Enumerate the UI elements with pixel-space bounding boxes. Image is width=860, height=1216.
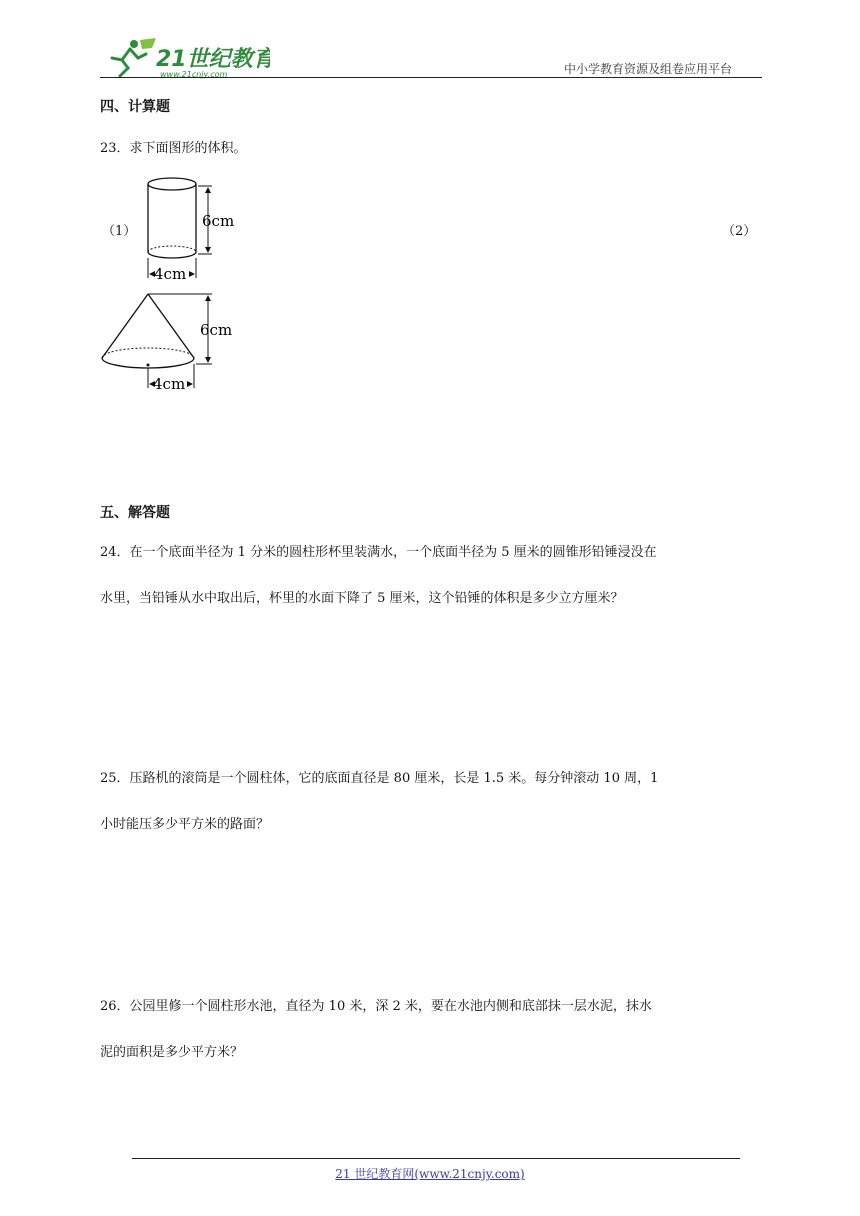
footer-divider (132, 1158, 740, 1159)
cone-radius-label: 4cm (153, 375, 186, 393)
cylinder-diameter-label: 4cm (154, 265, 187, 283)
question-24-line-2: 水里，当铅锤从水中取出后，杯里的水面下降了 5 厘米，这个铅锤的体积是多少立方厘米？ (100, 591, 624, 606)
logo-text: 21世纪教育 (156, 47, 270, 72)
runner-icon (112, 38, 156, 76)
question-25-line-1: 25．压路机的滚筒是一个圆柱体，它的底面直径是 80 厘米，长是 1.5 米。每分钟滚动 10 周，1 (100, 771, 659, 786)
question-24 (100, 530, 760, 622)
header-divider (100, 77, 762, 78)
q23-label-2: （2） (722, 224, 757, 239)
cylinder-figure (140, 174, 250, 288)
header-platform-text: 中小学教育资源及组卷应用平台 (563, 62, 732, 76)
header-logo (100, 36, 270, 80)
question-26 (100, 984, 760, 1076)
question-23-text: 23．求下面图形的体积。 (100, 141, 247, 156)
footer-link[interactable]: 21 世纪教育网(www.21cnjy.com) (335, 1167, 525, 1181)
cylinder-height-label: 6cm (202, 212, 235, 230)
question-26-line-1: 26．公园里修一个圆柱形水池，直径为 10 米，深 2 米，要在水池内侧和底部抹一层水泥，抹水 (100, 999, 652, 1014)
cone-height-label: 6cm (200, 321, 233, 339)
section-title-calculation: 四、计算题 (100, 99, 170, 115)
logo-url: www.21cnjy.com (160, 70, 228, 79)
section-title-solve: 五、解答题 (100, 505, 170, 521)
q23-label-1: （1） (102, 224, 137, 239)
question-25 (100, 756, 760, 848)
question-26-line-2: 泥的面积是多少平方米？ (100, 1045, 244, 1060)
question-25-line-2: 小时能压多少平方米的路面？ (100, 817, 270, 832)
question-24-line-1: 24．在一个底面半径为 1 分米的圆柱形杯里装满水，一个底面半径为 5 厘米的圆锥形铅锤浸没在 (100, 545, 657, 560)
cone-figure (96, 288, 246, 402)
